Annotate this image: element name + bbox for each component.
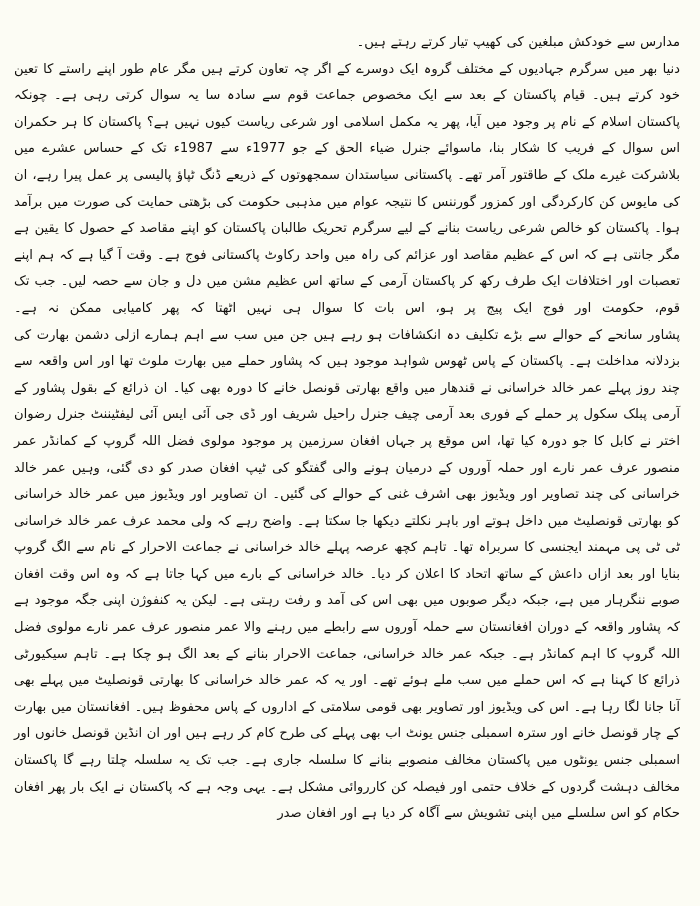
paragraph-1: دنیا بھر میں سرگرم جہادیوں کے مختلف گروہ ایک دوسرے کے اگر چہ تعاون کرتے ہیں مگر عام طور اپنے راستے کا تعین خود کرتے ہیں۔ قیام پاکستان کے بعد سے ایک مخصوص جماعت قوم سے سادہ سا یہ سوال کرتی رہی ہے۔ چونکہ پاکستان اسلام کے نام پر وجود میں آیا، پھر یہ مکمل اسلامی اور شرعی ریاست کیوں نہیں ہے؟ پاکستان کا ہر حکمران اس سوال کے فریب کا شکار بنا، ماسوائے جنرل ضیاء الحق کے جو 1977ء سے 1987ء تک کے حساس عشرے میں بلاشرکت غیرے ملک کے طاقتور آمر تھے۔ پاکستانی سیاستدان سمجھوتوں کے ذریعے ڈنگ ٹپاؤ پالیسی پر عمل پیرا رہے، ان کی مایوس کن کارکردگی اور کمزور گورننس کا نتیجہ عوام میں مذہبی حکومت کی بڑھتی حمایت کی صورت میں برآمد ہوا۔ پاکستان کو خالص شرعی ریاست بنانے کے لیے سرگرم تحریک طالبان پاکستان کو اپنے مقاصد کے حصول کا یقین ہے مگر جانتی ہے کہ اس کے عظیم مقاصد اور عزائم کی راہ میں واحد رکاوٹ پاکستانی فوج ہے۔ وقت آ گیا ہے کہ ہم اپنے تعصبات اور اختلافات ایک طرف رکھ کر پاکستان آرمی کے ساتھ اس عظیم مشن میں دل و جان سے حصہ لیں۔ جب تک قوم، حکومت اور فوج ایک پیج پر ہو، اس بات کا سوال ہی نہیں اٹھتا کہ پھر کامیابی ممکن نہ ہے۔ — [14, 61, 680, 316]
paragraph-2: پشاور سانحے کے حوالے سے بڑے تکلیف دہ انکشافات ہو رہے ہیں جن میں سب سے اہم ہمارے ازلی دشمن بھارت کی بزدلانہ مداخلت ہے۔ پاکستان کے پاس ٹھوس شواہد موجود ہیں کہ پشاور حملے میں بھارت ملوث تھا اور اس واقعہ سے چند روز پہلے عمر خالد خراسانی نے قندھار میں واقع بھارتی قونصل خانے کا دورہ بھی کیا۔ ان ذرائع کے بقول پشاور کے آرمی پبلک سکول پر حملے کے فوری بعد آرمی چیف جنرل راحیل شریف اور ڈی جی آئی ایس آئی لیفٹیننٹ جنرل رضوان اختر نے کابل کا جو دورہ کیا تھا، اس موقع پر جہاں افغان سرزمین پر موجود مولوی فضل اللہ گروپ کے کمانڈر عمر منصور عرف عمر نارے اور حملہ آوروں کے درمیان ہونے والی گفتگو کی ٹیپ افغان صدر کو دی گئی، وہیں عمر خالد خراسانی کی چند تصاویر اور ویڈیوز بھی اشرف غنی کے حوالے کی گئیں۔ ان تصاویر اور ویڈیوز میں عمر خالد خراسانی کو بھارتی قونصلیٹ میں داخل ہوتے اور باہر نکلتے دیکھا جا سکتا ہے۔ واضح رہے کہ ولی محمد عرف عمر خالد خراسانی ٹی ٹی پی مہمند ایجنسی کا سربراہ تھا۔ تاہم کچھ عرصہ پہلے خالد خراسانی نے جماعت الاحرار کے نام سے الگ گروپ بنایا اور بعد ازاں داعش کے ساتھ اتحاد کا اعلان کر دیا۔ خالد خراسانی کے بارے میں کہا جاتا ہے کہ وہ اس وقت افغان صوبے ننگرہار میں ہے، جبکہ دیگر صوبوں میں بھی اس کی آمد و رفت رہتی ہے۔ لیکن یہ کنفوژن اپنی جگہ موجود ہے کہ پشاور واقعہ کے دوران افغانستان سے حملہ آوروں سے رابطے میں رہنے والا عمر منصور عرف عمر نارے مولوی فضل اللہ گروپ کا اہم کمانڈر ہے۔ جبکہ عمر خالد خراسانی، جماعت الاحرار بنانے کے بعد الگ ہو چکا ہے۔ تاہم سیکیورٹی ذرائع کا کہنا ہے کہ اس حملے میں سب ملے ہوئے تھے۔ اور یہ کہ عمر خالد خراسانی کا بھارتی قونصلیٹ میں پہلے بھی آنا جانا لگا رہا ہے۔ اس کی ویڈیوز اور تصاویر بھی قومی سلامتی کے اداروں کے پاس محفوظ ہیں۔ افغانستان میں بھارت کے چار قونصل خانے اور سترہ اسمبلی جنس یونٹ اب بھی پہلے کی طرح کام کر رہے ہیں اور ان انڈین قونصل خانوں اور اسمبلی جنس یونٹوں میں پاکستان مخالف منصوبے بنانے کا سلسلہ جاری ہے۔ جب تک یہ سلسلہ چلتا رہے گا پاکستان مخالف دہشت گردوں کے خلاف حتمی اور فیصلہ کن کارروائی مشکل ہے۔ یہی وجہ ہے کہ پاکستان نے ایک بار پھر افغان حکام کو اس سلسلے میں اپنی تشویش سے آگاہ کر دیا ہے اور افغان صدر — [14, 327, 680, 822]
article-body — [14, 30, 680, 828]
paragraph-continuation-tail: مدارس سے خودکش مبلغین کی کھیپ تیار کرتے رہتے ہیں۔ — [356, 35, 680, 50]
